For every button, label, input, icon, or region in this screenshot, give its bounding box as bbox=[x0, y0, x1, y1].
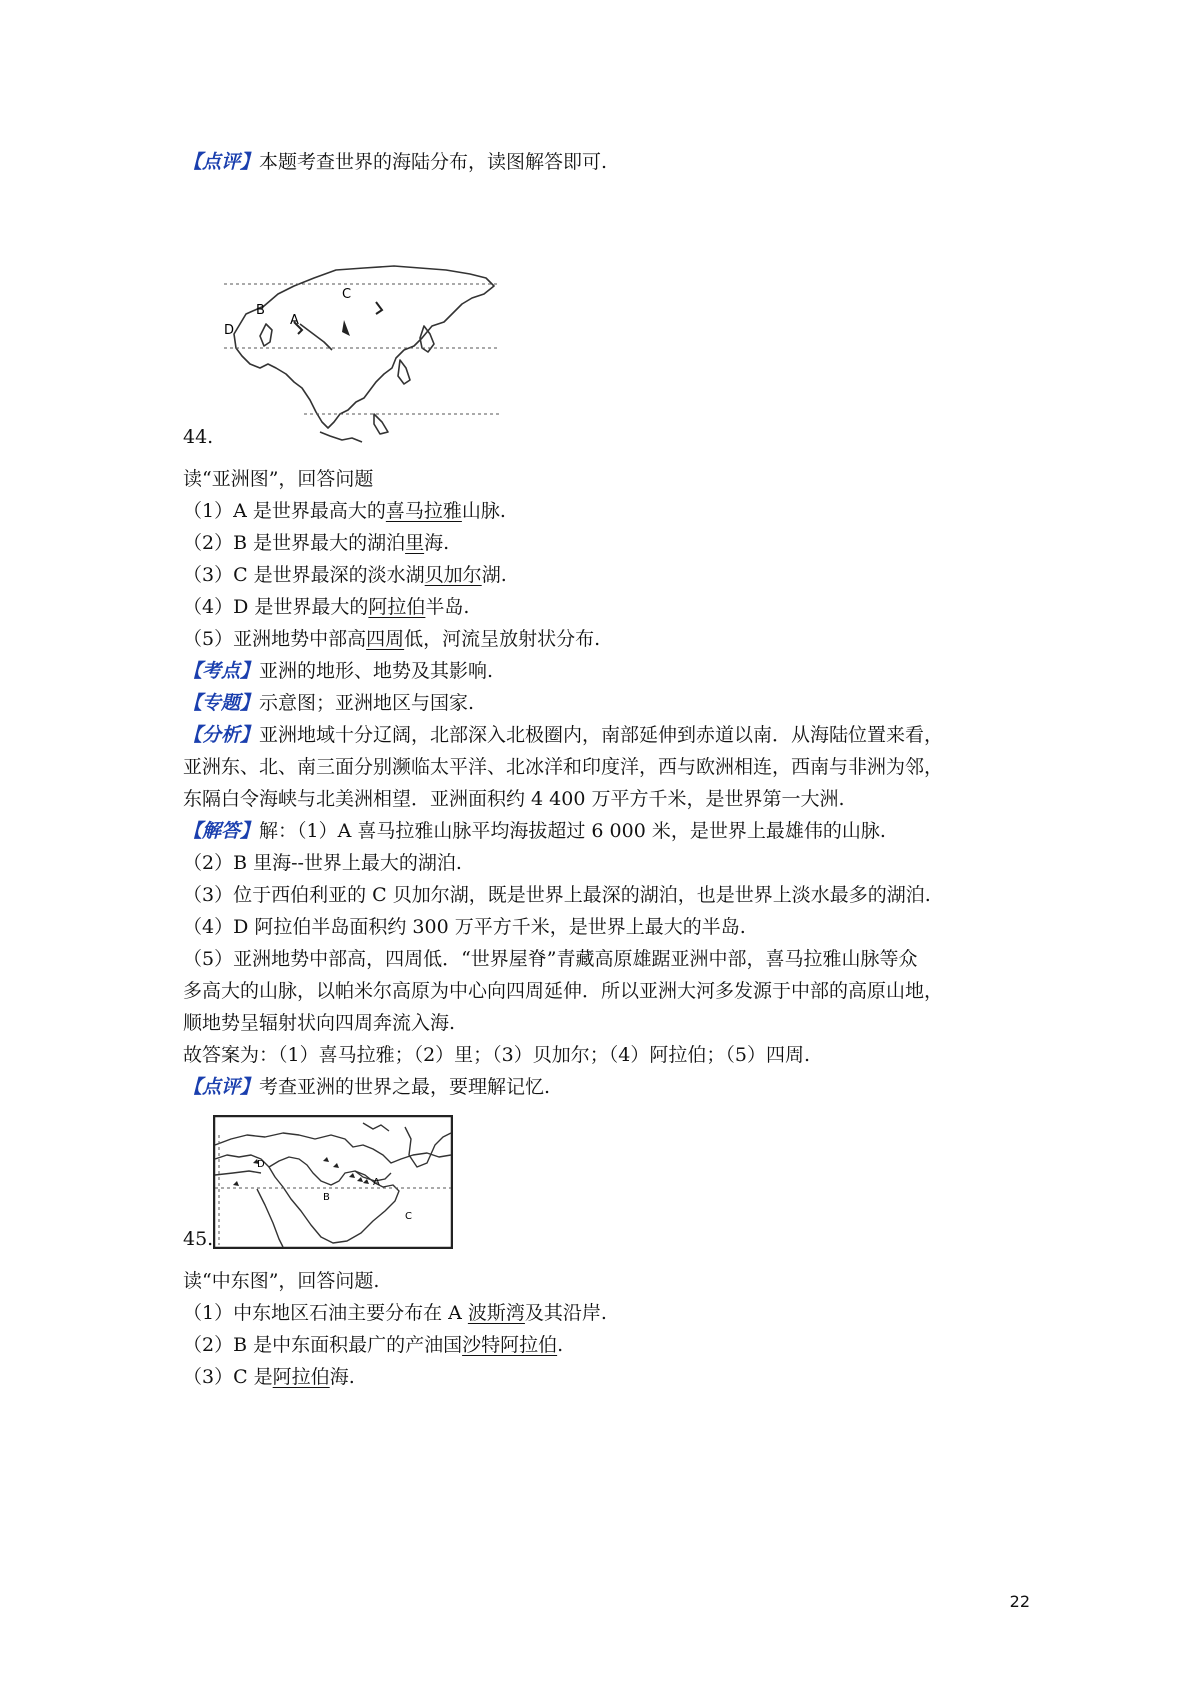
map-label-c: C bbox=[405, 1211, 412, 1222]
zhuanti: 【专题】示意图；亚洲地区与国家. bbox=[183, 692, 475, 714]
map-label-a: A bbox=[373, 1177, 380, 1188]
answer: 四周 bbox=[366, 628, 405, 650]
question-44-intro: 读“亚洲图”，回答问题 bbox=[183, 468, 374, 490]
fenxi-line-1: 【分析】亚洲地域十分辽阔，北部深入北极圈内，南部延伸到赤道以南．从海陆位置来看， bbox=[183, 724, 944, 746]
jieda-line-2: （2）B 里海--世界上最大的湖泊. bbox=[183, 852, 462, 874]
question-45-item-1: （1）中东地区石油主要分布在 A 波斯湾及其沿岸. bbox=[183, 1302, 607, 1324]
question-44-item-4: （4）D 是世界最大的阿拉伯半岛. bbox=[183, 596, 470, 618]
answer: 波斯湾 bbox=[467, 1302, 525, 1324]
kaodian: 【考点】亚洲的地形、地势及其影响. bbox=[183, 660, 494, 682]
jieda-line-7: 顺地势呈辐射状向四周奔流入海. bbox=[183, 1012, 456, 1034]
map-label-b: B bbox=[323, 1192, 330, 1203]
jieda-line-6: 多高大的山脉，以帕米尔高原为中心向四周延伸．所以亚洲大河多发源于中部的高原山地， bbox=[183, 980, 944, 1002]
question-44-item-3: （3）C 是世界最深的淡水湖贝加尔湖. bbox=[183, 564, 507, 586]
fenxi-line-3: 东隔白令海峡与北美洲相望．亚洲面积约 4 400 万平方千米，是世界第一大洲. bbox=[183, 788, 845, 810]
answer: 沙特阿拉伯 bbox=[462, 1334, 558, 1356]
answer: 阿拉伯 bbox=[368, 596, 426, 618]
comment-text: 本题考查世界的海陆分布，读图解答即可. bbox=[259, 151, 608, 173]
jieda-line-5: （5）亚洲地势中部高，四周低．“世界屋脊”青藏高原雄踞亚洲中部，喜马拉雅山脉等众 bbox=[183, 948, 918, 970]
jieda-line-3: （3）位于西伯利亚的 C 贝加尔湖，既是世界上最深的湖泊，也是世界上淡水最多的湖泊. bbox=[183, 884, 931, 906]
comment-tag: 【点评】 bbox=[183, 151, 260, 173]
map-label-d: D bbox=[224, 323, 235, 338]
asia-map bbox=[224, 264, 500, 444]
map-label-d: D bbox=[257, 1159, 265, 1170]
question-45-body bbox=[183, 1265, 1043, 1393]
final-answer: 故答案为：（1）喜马拉雅；（2）里；（3）贝加尔；（4）阿拉伯；（5）四周. bbox=[183, 1044, 810, 1066]
question-45-item-3: （3）C 是阿拉伯海. bbox=[183, 1366, 355, 1388]
answer: 里 bbox=[405, 532, 425, 554]
question-45-intro: 读“中东图”，回答问题. bbox=[183, 1270, 380, 1292]
question-45-number: 45. bbox=[183, 1228, 214, 1250]
jieda-line-1: 【解答】解：（1）A 喜马拉雅山脉平均海拔超过 6 000 米，是世界上最雄伟的山脉. bbox=[183, 820, 886, 842]
middle-east-map bbox=[213, 1115, 453, 1249]
map-label-a: A bbox=[290, 313, 299, 328]
question-44-number: 44. bbox=[183, 426, 214, 448]
answer: 喜马拉雅 bbox=[385, 500, 462, 522]
answer: 贝加尔 bbox=[424, 564, 482, 586]
page-number: 22 bbox=[1009, 1592, 1030, 1611]
dianping: 【点评】考查亚洲的世界之最，要理解记忆. bbox=[183, 1076, 551, 1098]
top-comment bbox=[183, 146, 1043, 178]
jieda-line-4: （4）D 阿拉伯半岛面积约 300 万平方千米，是世界上最大的半岛. bbox=[183, 916, 746, 938]
question-44-item-1: （1）A 是世界最高大的喜马拉雅山脉. bbox=[183, 500, 506, 522]
question-44-item-2: （2）B 是世界最大的湖泊里海. bbox=[183, 532, 450, 554]
question-45-item-2: （2）B 是中东面积最广的产油国沙特阿拉伯. bbox=[183, 1334, 564, 1356]
fenxi-line-2: 亚洲东、北、南三面分别濒临太平洋、北冰洋和印度洋，西与欧洲相连，西南与非洲为邻， bbox=[183, 756, 944, 778]
question-44-body bbox=[183, 463, 1043, 1103]
question-44-item-5: （5）亚洲地势中部高四周低，河流呈放射状分布. bbox=[183, 628, 601, 650]
map-label-c: C bbox=[342, 287, 352, 302]
answer: 阿拉伯 bbox=[272, 1366, 330, 1388]
map-label-b: B bbox=[256, 303, 265, 318]
